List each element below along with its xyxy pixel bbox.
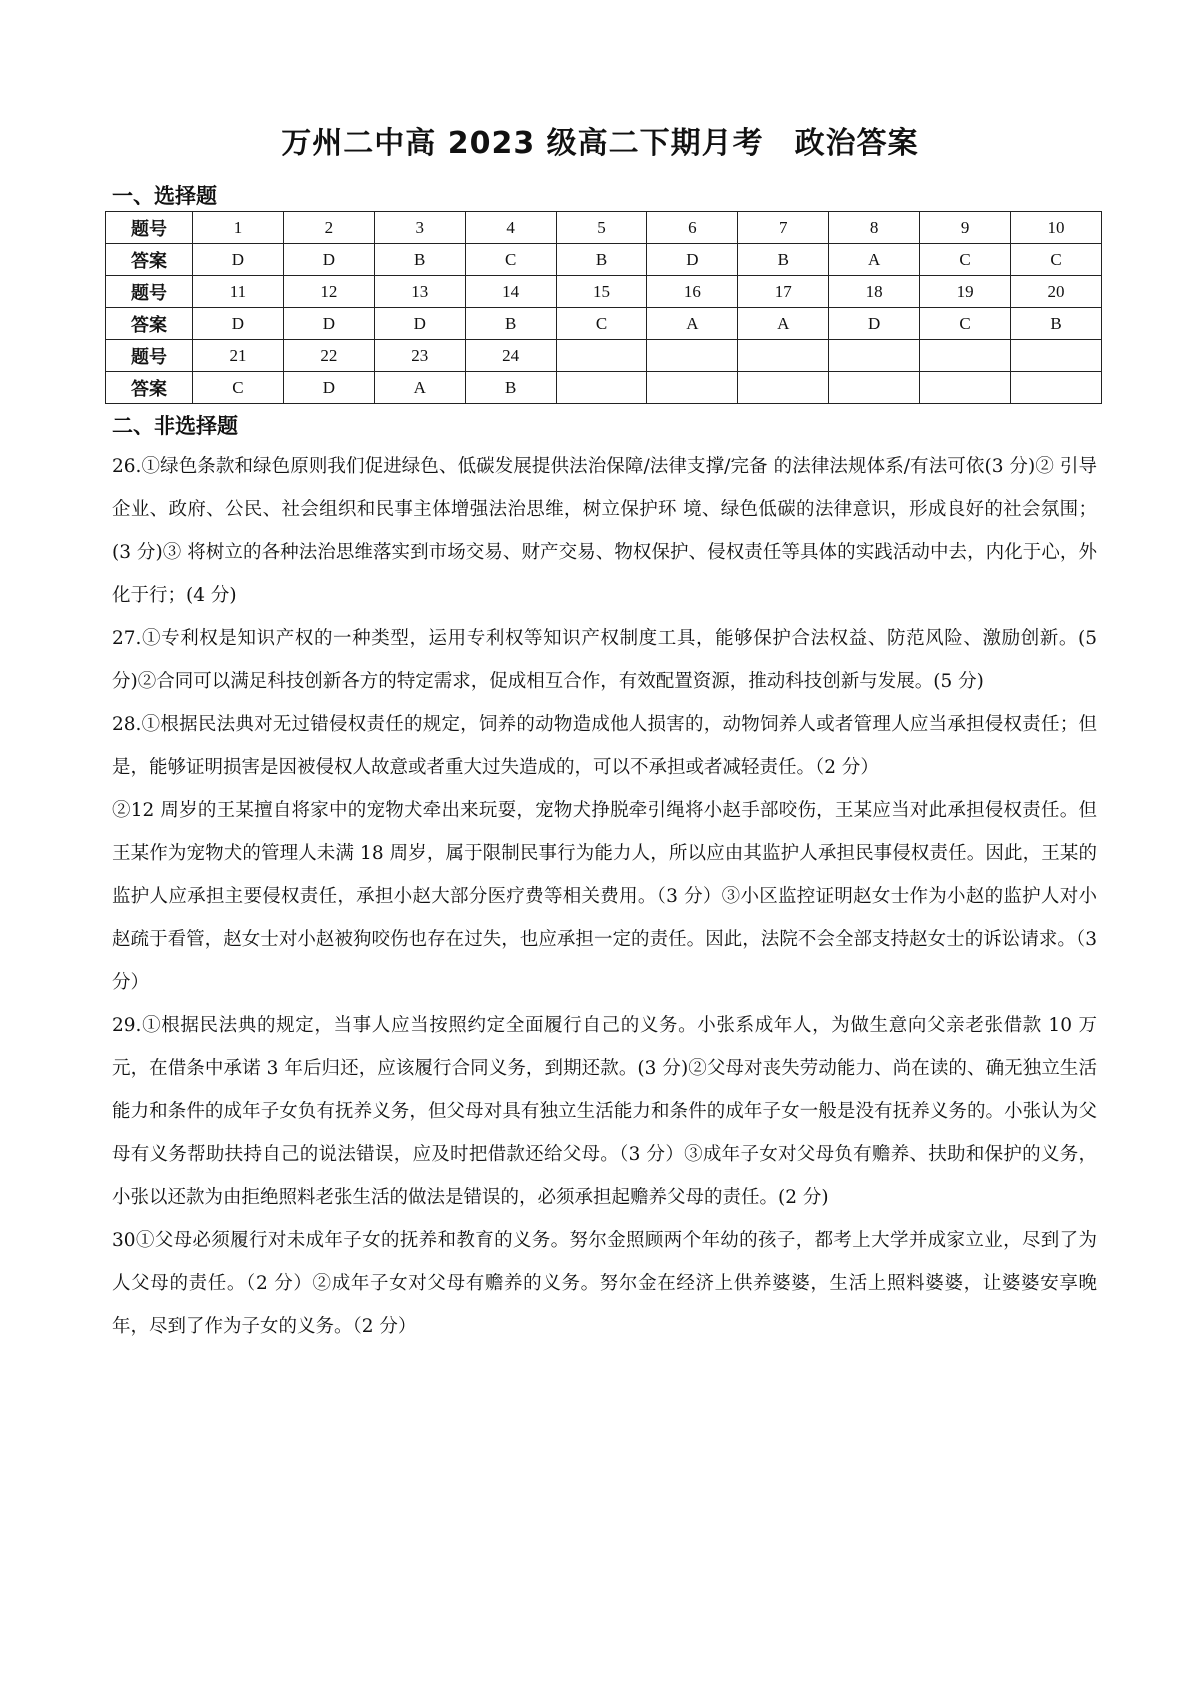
answer-cell: C <box>465 244 556 276</box>
answer-cell: C <box>556 308 647 340</box>
question-number-cell: 6 <box>647 212 738 244</box>
answer-cell <box>556 372 647 404</box>
answer-paragraph-28-part2: ②12 周岁的王某擅自将家中的宠物犬牵出来玩耍，宠物犬挣脱牵引绳将小赵手部咬伤，王某应当对此承担侵权责任。但王某作为宠物犬的管理人未满 18 周岁，属于限制民事行为能力人，所以应由其监护人承担民事侵权责任。因此，王某的监护人应承担主要侵权责任，承担小赵大部分医疗费等相关费用。（3 分）③小区监控证明赵女士作为小赵的监护人对小赵疏于看管，赵女士对小赵被狗咬伤也存在过失，也应承担一定的责任。因此，法院不会全部支持赵女士的诉讼请求。（3 分） <box>112 800 1097 993</box>
answer-cell: C <box>1011 244 1102 276</box>
answer-cell: D <box>283 244 374 276</box>
answer-cell: B <box>738 244 829 276</box>
question-number-cell: 8 <box>829 212 920 244</box>
question-number-cell <box>556 340 647 372</box>
question-number-row-label: 题号 <box>106 212 193 244</box>
answer-paragraph-26: 26.①绿色条款和绿色原则我们促进绿色、低碳发展提供法治保障/法律支撑/完备 的法律法规体系/有法可依(3 分)② 引导企业、政府、公民、社会组织和民事主体增强法治思维，树立保护环 境、绿色低碳的法律意识，形成良好的社会氛围；(3 分)③ 将树立的各种法治思维落实到市场交易、财产交易、物权保护、侵权责任等具体的实践活动中去，内化于心，外化于行；(4 分) <box>112 456 1097 606</box>
question-number-cell <box>738 340 829 372</box>
answer-paragraph-30: 30①父母必须履行对未成年子女的抚养和教育的义务。努尔金照顾两个年幼的孩子，都考上大学并成家立业，尽到了为人父母的责任。（2 分）②成年子女对父母有赡养的义务。努尔金在经济上供养婆婆，生活上照料婆婆，让婆婆安享晚年，尽到了作为子女的义务。（2 分） <box>112 1230 1097 1337</box>
answer-cell: C <box>920 308 1011 340</box>
question-number-cell: 4 <box>465 212 556 244</box>
answer-cell <box>829 372 920 404</box>
answer-cell: B <box>556 244 647 276</box>
answer-cell: C <box>920 244 1011 276</box>
answer-table-body <box>106 212 1102 404</box>
answer-table <box>105 211 1102 404</box>
answer-cell: D <box>829 308 920 340</box>
question-number-cell: 23 <box>374 340 465 372</box>
question-number-cell: 24 <box>465 340 556 372</box>
question-number-cell: 1 <box>193 212 284 244</box>
answer-cell: C <box>193 372 284 404</box>
answer-cell: A <box>738 308 829 340</box>
question-number-cell: 10 <box>1011 212 1102 244</box>
answer-row <box>106 244 1102 276</box>
answer-cell: D <box>283 372 374 404</box>
question-number-cell: 12 <box>283 276 374 308</box>
answer-cell: B <box>465 372 556 404</box>
answer-row-label: 答案 <box>106 244 193 276</box>
question-number-cell <box>647 340 738 372</box>
question-number-cell: 13 <box>374 276 465 308</box>
answer-row <box>106 308 1102 340</box>
question-number-cell: 5 <box>556 212 647 244</box>
question-number-cell: 3 <box>374 212 465 244</box>
answer-cell: D <box>283 308 374 340</box>
answer-cell: A <box>374 372 465 404</box>
answer-cell: D <box>193 244 284 276</box>
answer-cell <box>647 372 738 404</box>
question-number-cell: 21 <box>193 340 284 372</box>
question-number-cell: 17 <box>738 276 829 308</box>
question-number-cell: 7 <box>738 212 829 244</box>
question-number-cell: 14 <box>465 276 556 308</box>
answer-cell: A <box>647 308 738 340</box>
answer-paragraph-27: 27.①专利权是知识产权的一种类型，运用专利权等知识产权制度工具，能够保护合法权益、防范风险、激励创新。(5 分)②合同可以满足科技创新各方的特定需求，促成相互合作，有效配置资源，推动科技创新与发展。(5 分) <box>112 628 1097 692</box>
answer-paragraph-29: 29.①根据民法典的规定，当事人应当按照约定全面履行自己的义务。小张系成年人，为做生意向父亲老张借款 10 万元，在借条中承诺 3 年后归还，应该履行合同义务，到期还款。(3 分)②父母对丧失劳动能力、尚在读的、确无独立生活能力和条件的成年子女负有抚养义务，但父母对具有独立生活能力和条件的成年子女一般是没有抚养义务的。小张认为父母有义务帮助扶持自己的说法错误，应及时把借款还给父母。（3 分）③成年子女对父母负有赡养、扶助和保护的义务，小张以还款为由拒绝照料老张生活的做法是错误的，必须承担起赡养父母的责任。(2 分) <box>112 1015 1097 1208</box>
question-number-cell: 2 <box>283 212 374 244</box>
page-title: 万州二中高 2023 级高二下期月考 政治答案 <box>281 126 919 161</box>
answer-row <box>106 372 1102 404</box>
answer-cell: D <box>374 308 465 340</box>
answer-row-label: 答案 <box>106 372 193 404</box>
answer-cell: D <box>647 244 738 276</box>
question-number-cell: 22 <box>283 340 374 372</box>
question-number-cell <box>829 340 920 372</box>
section-heading-free-response: 二、非选择题 <box>112 414 238 438</box>
question-number-row-label: 题号 <box>106 276 193 308</box>
answer-cell <box>920 372 1011 404</box>
answer-row-label: 答案 <box>106 308 193 340</box>
question-number-row <box>106 276 1102 308</box>
answer-cell <box>1011 372 1102 404</box>
question-number-cell: 16 <box>647 276 738 308</box>
question-number-cell: 15 <box>556 276 647 308</box>
question-number-cell: 19 <box>920 276 1011 308</box>
question-number-row <box>106 212 1102 244</box>
answer-cell: B <box>465 308 556 340</box>
answer-cell: B <box>374 244 465 276</box>
question-number-cell: 11 <box>193 276 284 308</box>
question-number-cell: 20 <box>1011 276 1102 308</box>
question-number-row <box>106 340 1102 372</box>
answer-cell: B <box>1011 308 1102 340</box>
answer-cell <box>738 372 829 404</box>
free-response-answers <box>112 445 1097 1348</box>
answer-cell: D <box>193 308 284 340</box>
answer-paragraph-28-part1: 28.①根据民法典对无过错侵权责任的规定，饲养的动物造成他人损害的，动物饲养人或者管理人应当承担侵权责任；但是，能够证明损害是因被侵权人故意或者重大过失造成的，可以不承担或者减轻责任。（2 分） <box>112 714 1097 778</box>
question-number-cell <box>1011 340 1102 372</box>
answer-cell: A <box>829 244 920 276</box>
question-number-cell: 18 <box>829 276 920 308</box>
question-number-row-label: 题号 <box>106 340 193 372</box>
question-number-cell: 9 <box>920 212 1011 244</box>
section-heading-multiple-choice: 一、选择题 <box>112 184 217 208</box>
question-number-cell <box>920 340 1011 372</box>
